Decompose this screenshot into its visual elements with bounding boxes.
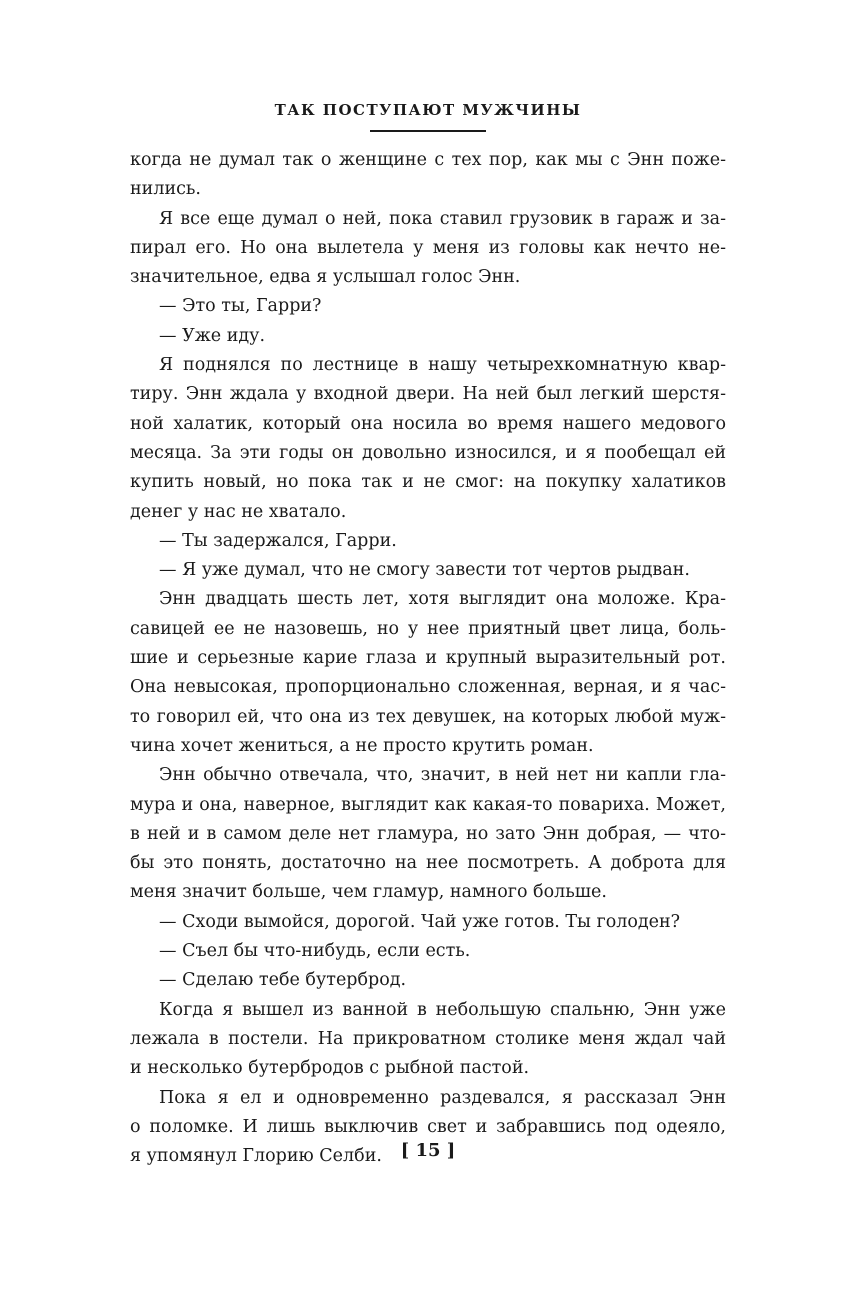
text-line: — Сделаю тебе бутерброд. (159, 970, 407, 991)
paragraph (130, 585, 726, 761)
paragraph (130, 146, 726, 205)
text-line: бы это понять, достаточно на нее посмотреть. А доброта для (130, 853, 726, 874)
text-line: значительное, едва я услышал голос Энн. (130, 267, 521, 288)
paragraph (130, 966, 726, 995)
paragraph (130, 292, 726, 321)
running-head-rule (370, 130, 486, 132)
text-line: я упомянул Глорию Селби. (130, 1146, 382, 1167)
text-line: Пока я ел и одновременно раздевался, я рассказал Энн (159, 1087, 726, 1108)
paragraph (130, 908, 726, 937)
text-line: и несколько бутербродов с рыбной пастой. (130, 1058, 530, 1079)
text-line: месяца. За эти годы он довольно износился, и я пообещал ей (130, 442, 726, 463)
text-line: пирал его. Но она вылетела у меня из головы как нечто не- (130, 237, 726, 258)
running-head: ТАК ПОСТУПАЮТ МУЖЧИНЫ (274, 101, 582, 119)
text-line: купить новый, но пока так и не смог: на покупку халатиков (130, 472, 726, 493)
text-line: — Я уже думал, что не смогу завести тот чертов рыдван. (159, 560, 690, 581)
text-line: шие и серьезные карие глаза и крупный выразительный рот. (130, 648, 726, 669)
body-text (130, 146, 726, 1171)
text-line: савицей ее не назовешь, но у нее приятный цвет лица, боль- (130, 618, 726, 639)
text-line: — Уже иду. (159, 325, 266, 346)
text-line: мура и она, наверное, выглядит как какая-то повариха. Может, (130, 794, 726, 815)
text-line: денег у нас не хватало. (130, 501, 347, 522)
text-line: нились. (130, 179, 201, 200)
text-line: — Это ты, Гарри? (159, 296, 322, 317)
text-line: Она невысокая, пропорционально сложенная, верная, и я час- (130, 677, 726, 698)
text-line: Энн двадцать шесть лет, хотя выглядит она моложе. Кра- (159, 589, 726, 610)
paragraph (130, 322, 726, 351)
text-line: Когда я вышел из ванной в небольшую спальню, Энн уже (159, 999, 726, 1020)
paragraph (130, 527, 726, 556)
text-line: о поломке. И лишь выключив свет и забравшись под одеяло, (130, 1116, 726, 1137)
text-line: меня значит больше, чем гламур, намного больше. (130, 882, 607, 903)
paragraph (130, 351, 726, 527)
text-line: лежала в постели. На прикроватном столике меня ждал чай (130, 1028, 726, 1049)
page-number: [ 15 ] (400, 1140, 456, 1161)
paragraph (130, 761, 726, 907)
paragraph (130, 996, 726, 1084)
text-line: Энн обычно отвечала, что, значит, в ней нет ни капли гла- (159, 765, 726, 786)
text-line: ной халатик, который она носила во время нашего медового (130, 413, 726, 434)
text-line: в ней и в самом деле нет гламура, но зато Энн добрая, — что- (130, 823, 726, 844)
text-line: — Ты задержался, Гарри. (159, 530, 397, 551)
text-line: Я все еще думал о ней, пока ставил грузовик в гараж и за- (159, 208, 726, 229)
text-line: то говорил ей, что она из тех девушек, на которых любой муж- (130, 706, 726, 727)
text-line: чина хочет жениться, а не просто крутить роман. (130, 735, 594, 756)
text-line: — Сходи вымойся, дорогой. Чай уже готов. Ты голоден? (159, 911, 681, 932)
paragraph (130, 205, 726, 293)
text-line: тиру. Энн ждала у входной двери. На ней был легкий шерстя- (130, 384, 726, 405)
paragraph (130, 937, 726, 966)
text-line: — Съел бы что-нибудь, если есть. (159, 941, 471, 962)
text-line: Я поднялся по лестнице в нашу четырехкомнатную квар- (159, 355, 726, 376)
text-line: когда не думал так о женщине с тех пор, как мы с Энн поже- (130, 150, 726, 170)
paragraph (130, 556, 726, 585)
